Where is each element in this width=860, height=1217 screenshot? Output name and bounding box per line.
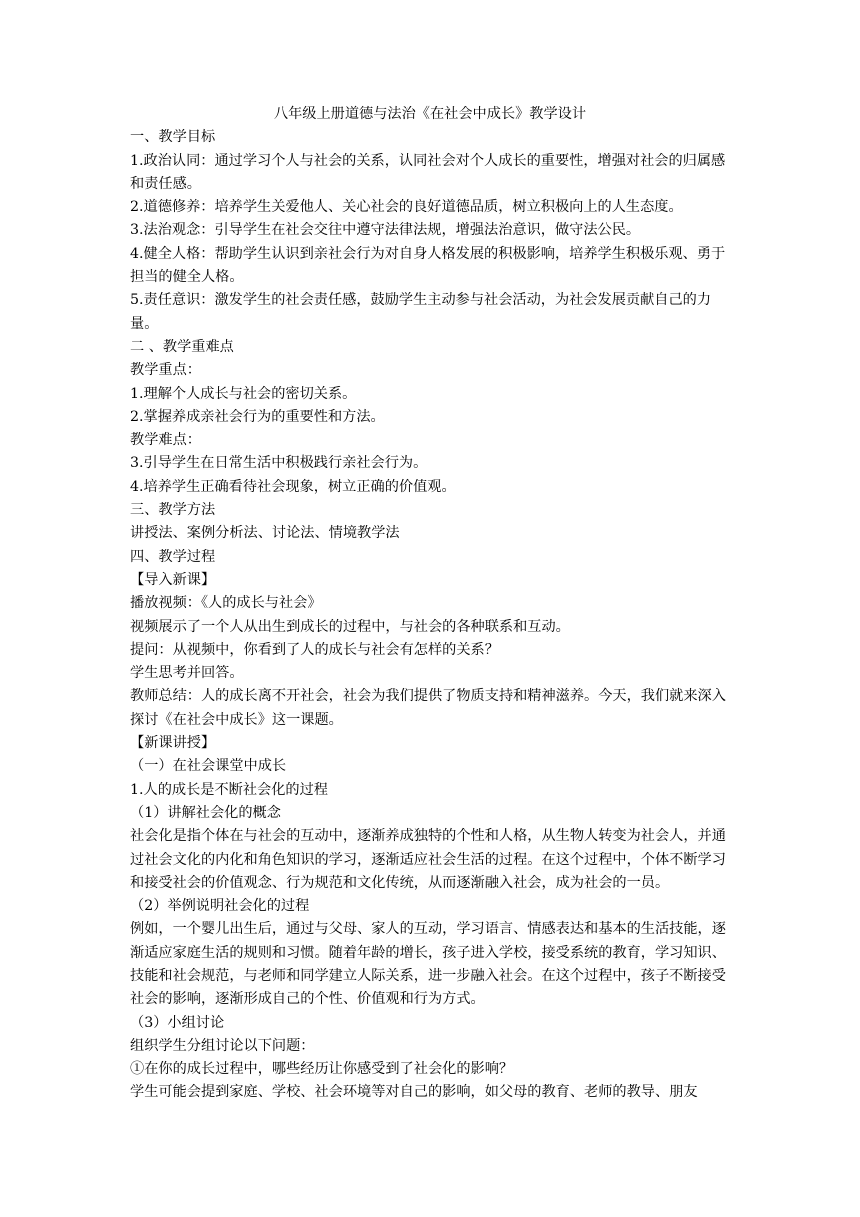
paragraph: 4.培养学生正确看待社会现象，树立正确的价值观。 (130, 478, 456, 495)
paragraph: 1.理解个人成长与社会的密切关系。 (130, 385, 357, 402)
heading-3: 三、教学方法 (130, 502, 216, 519)
subheading: 1.人的成长是不断社会化的过程 (130, 781, 328, 798)
paragraph: 讲授法、案例分析法、讨论法、情境教学法 (130, 525, 400, 542)
subheading: （2）举例说明社会化的过程 (130, 898, 310, 915)
paragraph: 教师总结：人的成长离不开社会，社会为我们提供了物质支持和精神滋养。今天，我们就来深入探讨《在社会中成长》这一课题。 (130, 688, 726, 728)
document-body (130, 103, 730, 1105)
heading-1: 一、教学目标 (130, 129, 216, 146)
paragraph: 学生思考并回答。 (130, 665, 244, 682)
subheading: （1）讲解社会化的概念 (130, 804, 281, 821)
subheading: （3）小组讨论 (130, 1014, 225, 1031)
document-title: 八年级上册道德与法治《在社会中成长》教学设计 (273, 106, 587, 122)
paragraph: 例如，一个婴儿出生后，通过与父母、家人的互动，学习语言、情感表达和基本的生活技能，逐渐适应家庭生活的规则和习惯。随着年龄的增长，孩子进入学校，接受系统的教育，学习知识、技能和社会规范，与老师和同学建立人际关系，进一步融入社会。在这个过程中，孩子不断接受社会的影响，逐渐形成自己的个性、价值观和行为方式。 (130, 921, 726, 1008)
paragraph: 组织学生分组讨论以下问题： (130, 1037, 315, 1054)
paragraph: 社会化是指个体在与社会的互动中，逐渐养成独特的个性和人格，从生物人转变为社会人，并通过社会文化的内化和角色知识的学习，逐渐适应社会生活的过程。在这个过程中，个体不断学习和接受社会的价值观念、行为规范和文化传统，从而逐渐融入社会，成为社会的一员。 (130, 828, 726, 891)
paragraph: 教学重点： (130, 362, 201, 379)
section-label: 【导入新课】 (130, 571, 216, 588)
section-label: 【新课讲授】 (130, 735, 216, 752)
paragraph: 学生可能会提到家庭、学校、社会环境等对自己的影响，如父母的教育、老师的教导、朋友 (130, 1084, 698, 1101)
paragraph: 5.责任意识：激发学生的社会责任感，鼓励学生主动参与社会活动，为社会发展贡献自己的力量。 (130, 292, 712, 332)
paragraph: 提问：从视频中，你看到了人的成长与社会有怎样的关系？ (130, 641, 499, 658)
paragraph: 2.掌握养成亲社会行为的重要性和方法。 (130, 408, 385, 425)
paragraph: 视频展示了一个人从出生到成长的过程中，与社会的各种联系和互动。 (130, 618, 570, 635)
paragraph: 2.道德修养：培养学生关爱他人、关心社会的良好道德品质，树立积极向上的人生态度。 (130, 199, 683, 216)
paragraph: 播放视频：《人的成长与社会》 (130, 595, 322, 612)
heading-2: 二 、教学重难点 (130, 338, 234, 355)
paragraph: 4.健全人格：帮助学生认识到亲社会行为对自身人格发展的积极影响，培养学生积极乐观、勇于担当的健全人格。 (130, 245, 726, 286)
paragraph: 3.法治观念：引导学生在社会交往中遵守法律法规，增强法治意识，做守法公民。 (130, 222, 641, 239)
subheading: （一）在社会课堂中成长 (130, 758, 287, 775)
paragraph: 3.引导学生在日常生活中积极践行亲社会行为。 (130, 455, 428, 472)
paragraph: 1.政治认同：通过学习个人与社会的关系，认同社会对个人成长的重要性，增强对社会的归属感和责任感。 (130, 152, 726, 192)
heading-4: 四、教学过程 (130, 548, 216, 565)
paragraph: 教学难点： (130, 432, 201, 449)
paragraph: ①在你的成长过程中，哪些经历让你感受到了社会化的影响？ (130, 1061, 514, 1078)
